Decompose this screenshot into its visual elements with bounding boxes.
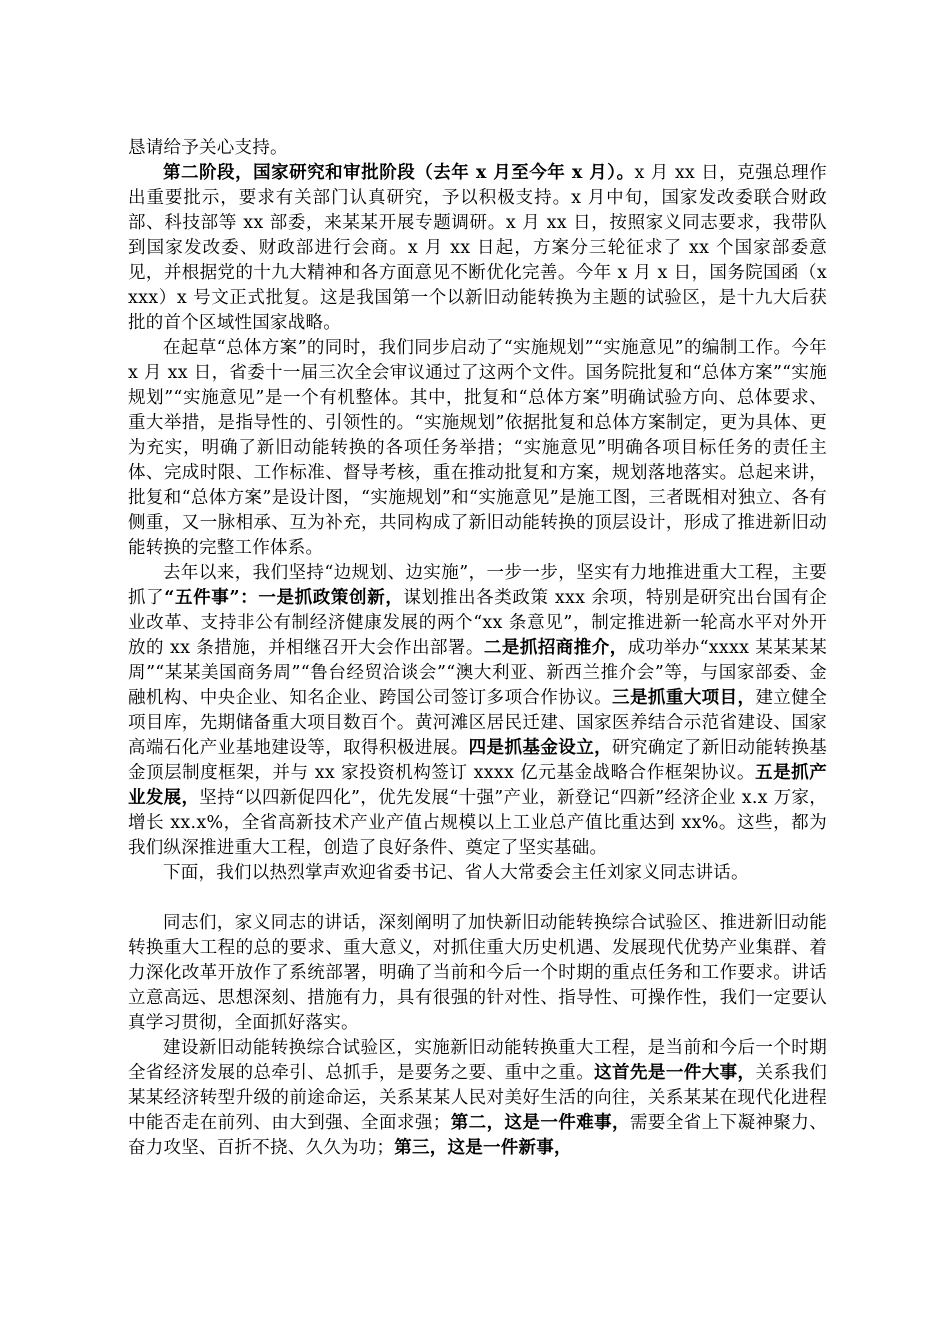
bold-phrase: 这首先是一件大事，: [594, 1063, 756, 1083]
paragraph: [128, 1036, 827, 1161]
text-run: 坚持“以四新促四化”，优先发展“十强”产业，新登记“四新”经济企业 x.x 万家，增长 xx.x%，全省高新技术产业产值占规模以上工业总产值比重达到 xx%。这些，都为我们纵深推进重大工程，创造了良好条件、奠定了坚实基础。: [128, 788, 828, 858]
bold-phrase: 五是抓产业发展，: [128, 763, 827, 808]
text-run: 去年以来，我们坚持“边规划、边实施”，一步一步，坚实有力地推进重大工程，主要抓了: [128, 563, 827, 608]
bold-phrase: 三是抓重大项目，: [612, 688, 756, 708]
bold-phrase: 二是抓招商推介，: [483, 638, 628, 658]
bold-phrase: 第三，这是一件新事，: [394, 1138, 572, 1158]
bold-phrase: 四是抓基金设立，: [468, 738, 613, 758]
document-body: [128, 136, 827, 1161]
paragraph: [128, 136, 827, 161]
blank-line: [128, 886, 827, 911]
paragraph: [128, 911, 827, 1036]
text-run: 同志们，家义同志的讲话，深刻阐明了加快新旧动能转换综合试验区、推进新旧动能转换重大工程的总的要求、重大意义，对抓住重大历史机遇、发展现代优势产业集群、着力深化改革开放作了系统部署，明确了当前和今后一个时期的重点任务和工作要求。讲话立意高远、思想深刻、措施有力，具有很强的针对性、指导性、可操作性，我们一定要认真学习贯彻，全面抓好落实。: [128, 913, 827, 1033]
text-run: 建设新旧动能转换综合试验区，实施新旧动能转换重大工程，是当前和今后一个时期全省经济发展的总牵引、总抓手，是要务之要、重中之重。: [128, 1038, 827, 1083]
text-run: 关系我们某某经济转型升级的前途命运，关系某某人民对美好生活的向往，关系某某在现代化进程中能否走在前列、由大到强、全面求强；: [128, 1063, 828, 1133]
paragraph: [128, 561, 827, 861]
text-run: 需要全省上下凝神聚力、奋力攻坚、百折不挠、久久为功；: [128, 1113, 828, 1158]
text-run: 建立健全项目库，先期储备重大项目数百个。黄河滩区居民迁建、国家医养结合示范省建设、国家高端石化产业基地建设等，取得积极进展。: [128, 688, 828, 758]
text-run: 在起草“总体方案”的同时，我们同步启动了“实施规划”“实施意见”的编制工作。今年 x 月 xx 日，省委十一届三次全会审议通过了这两个文件。国务院批复和“总体方案”“实施规划”“实施意见”是一个有机整体。其中，批复和“总体方案”明确试验方向、总体要求、重大举措，是指导性的、引领性的。“实施规划”依据批复和总体方案制定，更为具体、更为充实，明确了新旧动能转换的各项任务举措；“实施意见”明确各项目标任务的责任主体、完成时限、工作标准、督导考核，重在推动批复和方案，规划落地落实。总起来讲，批复和“总体方案”是设计图，“实施规划”和“实施意见”是施工图，三者既相对独立、各有侧重，又一脉相承、互为补充，共同构成了新旧动能转换的顶层设计，形成了推进新旧动能转换的完整工作体系。: [128, 338, 827, 558]
bold-phrase: “五件事”：一是抓政策创新，: [164, 588, 404, 608]
text-run: x 月 xx 日，克强总理作出重要批示，要求有关部门认真研究，予以积极支持。x 月中旬，国家发改委联合财政部、科技部等 xx 部委，来某某开展专题调研。x 月 xx 日，按照家义同志要求，我带队到国家发改委、财政部进行会商。x 月 xx 日起，方案分三轮征求了 xx 个国家部委意见，并根据党的十九大精神和各方面意见不断优化完善。今年 x 月 x 日，国务院国函（xxxx）x 号文正式批复。这是我国第一个以新旧动能转换为主题的试验区，是十九大后获批的首个区域性国家战略。: [128, 163, 827, 333]
text-run: 谋划推出各类政策 xxx 余项，特别是研究出台国有企业改革、支持非公有制经济健康发展的两个“xx 条意见”，制定推进新一轮高水平对外开放的 xx 条措施，并相继召开大会作出部署。: [128, 588, 828, 658]
bold-phrase: 第二阶段，国家研究和审批阶段（去年 x 月至今年 x 月）。: [163, 163, 635, 183]
paragraph: [128, 861, 827, 886]
text-run: 恳请给予关心支持。: [128, 138, 288, 158]
text-run: 成功举办“xxxx 某某某某周”“某某美国商务周”“鲁台经贸洽谈会”“澳大利亚、新西兰推介会”等，与国家部委、金融机构、中央企业、知名企业、跨国公司签订多项合作协议。: [128, 638, 827, 708]
text-run: 下面，我们以热烈掌声欢迎省委书记、省人大常委会主任刘家义同志讲话。: [163, 863, 749, 883]
paragraph: [128, 336, 827, 561]
paragraph: [128, 161, 827, 336]
text-run: 研究确定了新旧动能转换基金顶层制度框架，并与 xx 家投资机构签订 xxxx 亿元基金战略合作框架协议。: [128, 738, 828, 783]
bold-phrase: 第二，这是一件难事，: [450, 1113, 630, 1133]
